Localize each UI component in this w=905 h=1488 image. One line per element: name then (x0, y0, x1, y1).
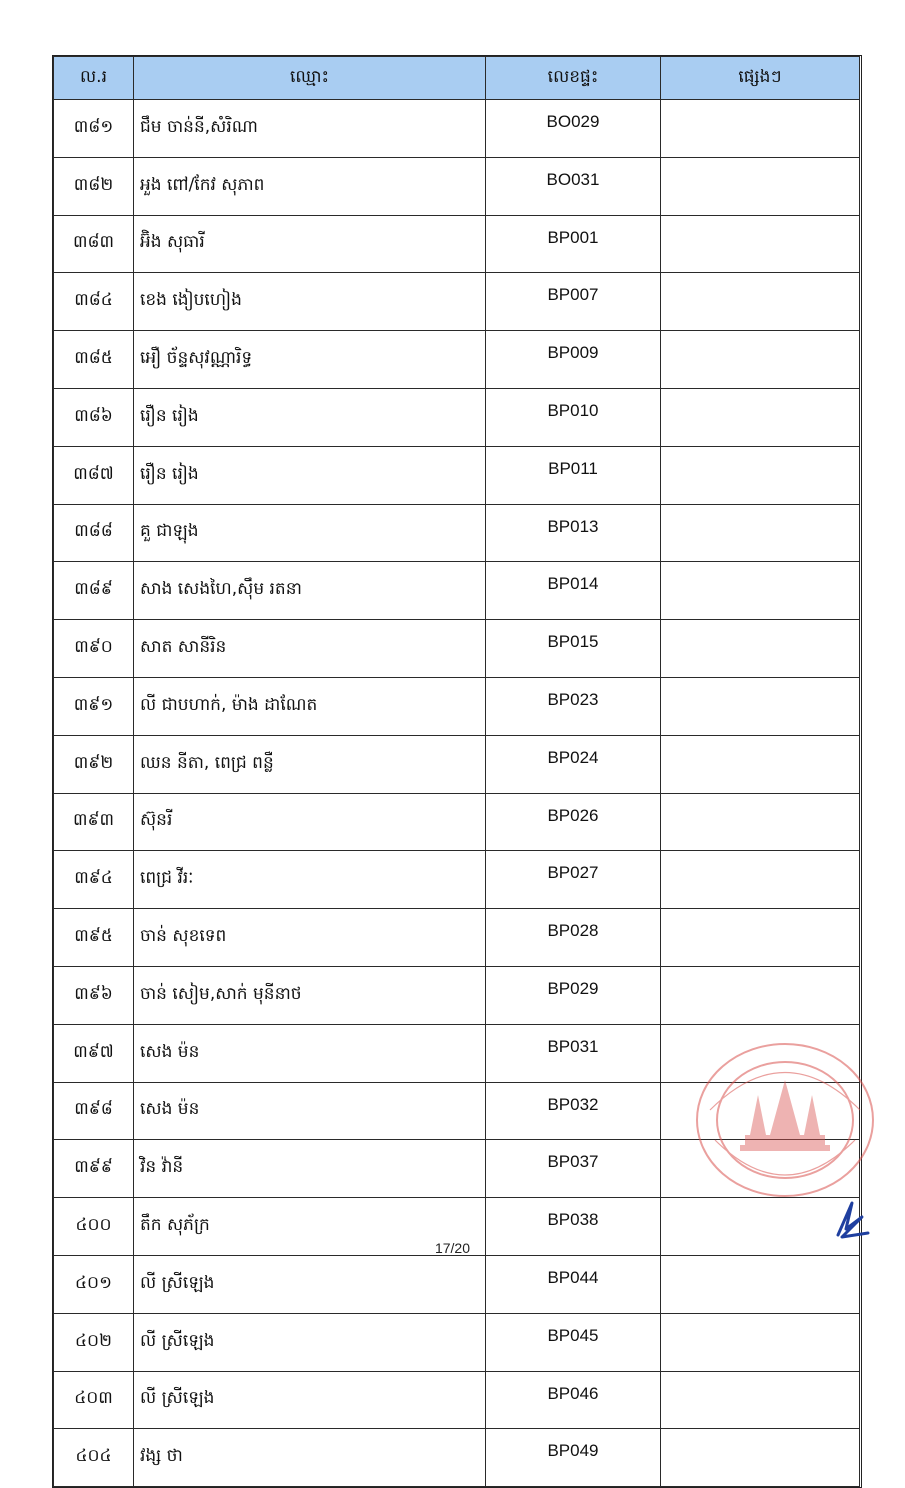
other-cell (661, 215, 860, 273)
name-cell: វង្ស ថា (134, 1429, 486, 1487)
table-row (54, 1313, 860, 1371)
row-number-cell: ៣៩១ (54, 677, 134, 735)
table-row (54, 851, 860, 909)
row-number-cell: ៣៩៥ (54, 909, 134, 967)
house-number-cell: BP015 (486, 620, 661, 678)
house-number-cell: BP014 (486, 562, 661, 620)
other-cell (661, 620, 860, 678)
house-number-cell: BP049 (486, 1429, 661, 1487)
house-number-cell: BO031 (486, 157, 661, 215)
table-row (54, 273, 860, 331)
house-number-cell: BP023 (486, 677, 661, 735)
house-number-cell: BP013 (486, 504, 661, 562)
name-cell: សេង ម៉ន (134, 1024, 486, 1082)
row-number-cell: ៣៨៨ (54, 504, 134, 562)
other-cell (661, 157, 860, 215)
other-cell (661, 1371, 860, 1429)
row-number-cell: ៣៨៣ (54, 215, 134, 273)
table-row (54, 331, 860, 389)
name-cell: អឿ ច័ន្ទសុវណ្ណារិទ្ធ (134, 331, 486, 389)
header-row (54, 57, 860, 100)
table-row (54, 909, 860, 967)
table-row (54, 215, 860, 273)
row-number-cell: ៤០៣ (54, 1371, 134, 1429)
other-cell (661, 735, 860, 793)
house-number-cell: BP001 (486, 215, 661, 273)
row-number-cell: ៤០០ (54, 1198, 134, 1256)
table-row (54, 793, 860, 851)
row-number-cell: ៣៩៨ (54, 1082, 134, 1140)
handwritten-signature (832, 1195, 872, 1240)
other-cell (661, 331, 860, 389)
official-seal-stamp (690, 1040, 880, 1200)
row-number-cell: ៣៩៣ (54, 793, 134, 851)
name-cell: លី ជាបហាក់, ម៉ាង ដាណែត (134, 677, 486, 735)
other-cell (661, 1255, 860, 1313)
name-cell: ឈន នីតា, ពេជ្រ ពន្លឺ (134, 735, 486, 793)
name-cell: ខេង ងៀបហៀង (134, 273, 486, 331)
name-cell: អ៊ិង សុធារី (134, 215, 486, 273)
row-number-cell: ៣៩២ (54, 735, 134, 793)
table-row (54, 735, 860, 793)
other-cell (661, 562, 860, 620)
house-number-cell: BP029 (486, 966, 661, 1024)
house-number-cell: BP032 (486, 1082, 661, 1140)
name-cell: តឹក សុភ័ក្រ (134, 1198, 486, 1256)
row-number-cell: ៣៩៤ (54, 851, 134, 909)
table-row (54, 620, 860, 678)
house-number-cell: BP010 (486, 388, 661, 446)
house-number-cell: BO029 (486, 100, 661, 158)
table-row (54, 446, 860, 504)
table-row (54, 388, 860, 446)
name-cell: ចាន់ សៀម,សាក់ មុនីនាថ (134, 966, 486, 1024)
house-number-cell: BP007 (486, 273, 661, 331)
name-cell: សេង ម៉ន (134, 1082, 486, 1140)
row-number-cell: ៣៨២ (54, 157, 134, 215)
name-cell: លី ស្រីឡេង (134, 1313, 486, 1371)
name-cell: អួង ពៅ/កែវ សុភាព (134, 157, 486, 215)
house-number-cell: BP009 (486, 331, 661, 389)
row-number-cell: ៣៩០ (54, 620, 134, 678)
other-cell (661, 851, 860, 909)
other-cell (661, 966, 860, 1024)
table-row (54, 504, 860, 562)
house-number-cell: BP046 (486, 1371, 661, 1429)
row-number-cell: ៣៨៦ (54, 388, 134, 446)
roster-table (53, 56, 860, 1487)
table-row (54, 1429, 860, 1487)
other-cell (661, 677, 860, 735)
house-number-cell: BP031 (486, 1024, 661, 1082)
row-number-cell: ៣៨៧ (54, 446, 134, 504)
other-cell (661, 909, 860, 967)
house-number-cell: BP044 (486, 1255, 661, 1313)
house-number-cell: BP011 (486, 446, 661, 504)
row-number-cell: ៤០៤ (54, 1429, 134, 1487)
row-number-cell: ៣៩៩ (54, 1140, 134, 1198)
column-header-name: ឈ្មោះ (134, 57, 486, 100)
row-number-cell: ៣៩៦ (54, 966, 134, 1024)
name-cell: រឿន រៀង (134, 388, 486, 446)
table-row (54, 1371, 860, 1429)
name-cell: រឿន រៀង (134, 446, 486, 504)
row-number-cell: ៣៨៥ (54, 331, 134, 389)
other-cell (661, 100, 860, 158)
roster-sheet (52, 55, 862, 1488)
house-number-cell: BP024 (486, 735, 661, 793)
other-cell (661, 1429, 860, 1487)
house-number-cell: BP037 (486, 1140, 661, 1198)
roster-body (54, 100, 860, 1487)
house-number-cell: BP045 (486, 1313, 661, 1371)
table-row (54, 677, 860, 735)
column-header-number: ល.រ (54, 57, 134, 100)
row-number-cell: ៤០២ (54, 1313, 134, 1371)
row-number-cell: ៣៨៤ (54, 273, 134, 331)
name-cell: លី ស្រីឡេង (134, 1371, 486, 1429)
name-cell: សាង សេងហៃ,ស៊ឹម រតនា (134, 562, 486, 620)
table-row (54, 562, 860, 620)
column-header-other: ផ្សេងៗ (661, 57, 860, 100)
name-cell: សាត សានីរិន (134, 620, 486, 678)
other-cell (661, 388, 860, 446)
other-cell (661, 793, 860, 851)
name-cell: លី ស្រីឡេង (134, 1255, 486, 1313)
page-number: 17/20 (434, 1240, 471, 1256)
other-cell (661, 504, 860, 562)
other-cell (661, 1313, 860, 1371)
house-number-cell: BP026 (486, 793, 661, 851)
name-cell: វិន វ៉ានី (134, 1140, 486, 1198)
name-cell: ចាន់ សុខទេព (134, 909, 486, 967)
name-cell: គួ ជាឡុង (134, 504, 486, 562)
row-number-cell: ៤០១ (54, 1255, 134, 1313)
other-cell (661, 273, 860, 331)
name-cell: ស៊ុនរី (134, 793, 486, 851)
table-row (54, 157, 860, 215)
row-number-cell: ៣៩៧ (54, 1024, 134, 1082)
table-row (54, 1255, 860, 1313)
name-cell: ជឹម ចាន់នី,សំរិណា (134, 100, 486, 158)
row-number-cell: ៣៨៩ (54, 562, 134, 620)
house-number-cell: BP027 (486, 851, 661, 909)
row-number-cell: ៣៨១ (54, 100, 134, 158)
other-cell (661, 446, 860, 504)
name-cell: ពេជ្រ វីរៈ (134, 851, 486, 909)
table-row (54, 966, 860, 1024)
house-number-cell: BP038 (486, 1198, 661, 1256)
column-header-house-number: លេខផ្ទះ (486, 57, 661, 100)
table-row (54, 100, 860, 158)
house-number-cell: BP028 (486, 909, 661, 967)
